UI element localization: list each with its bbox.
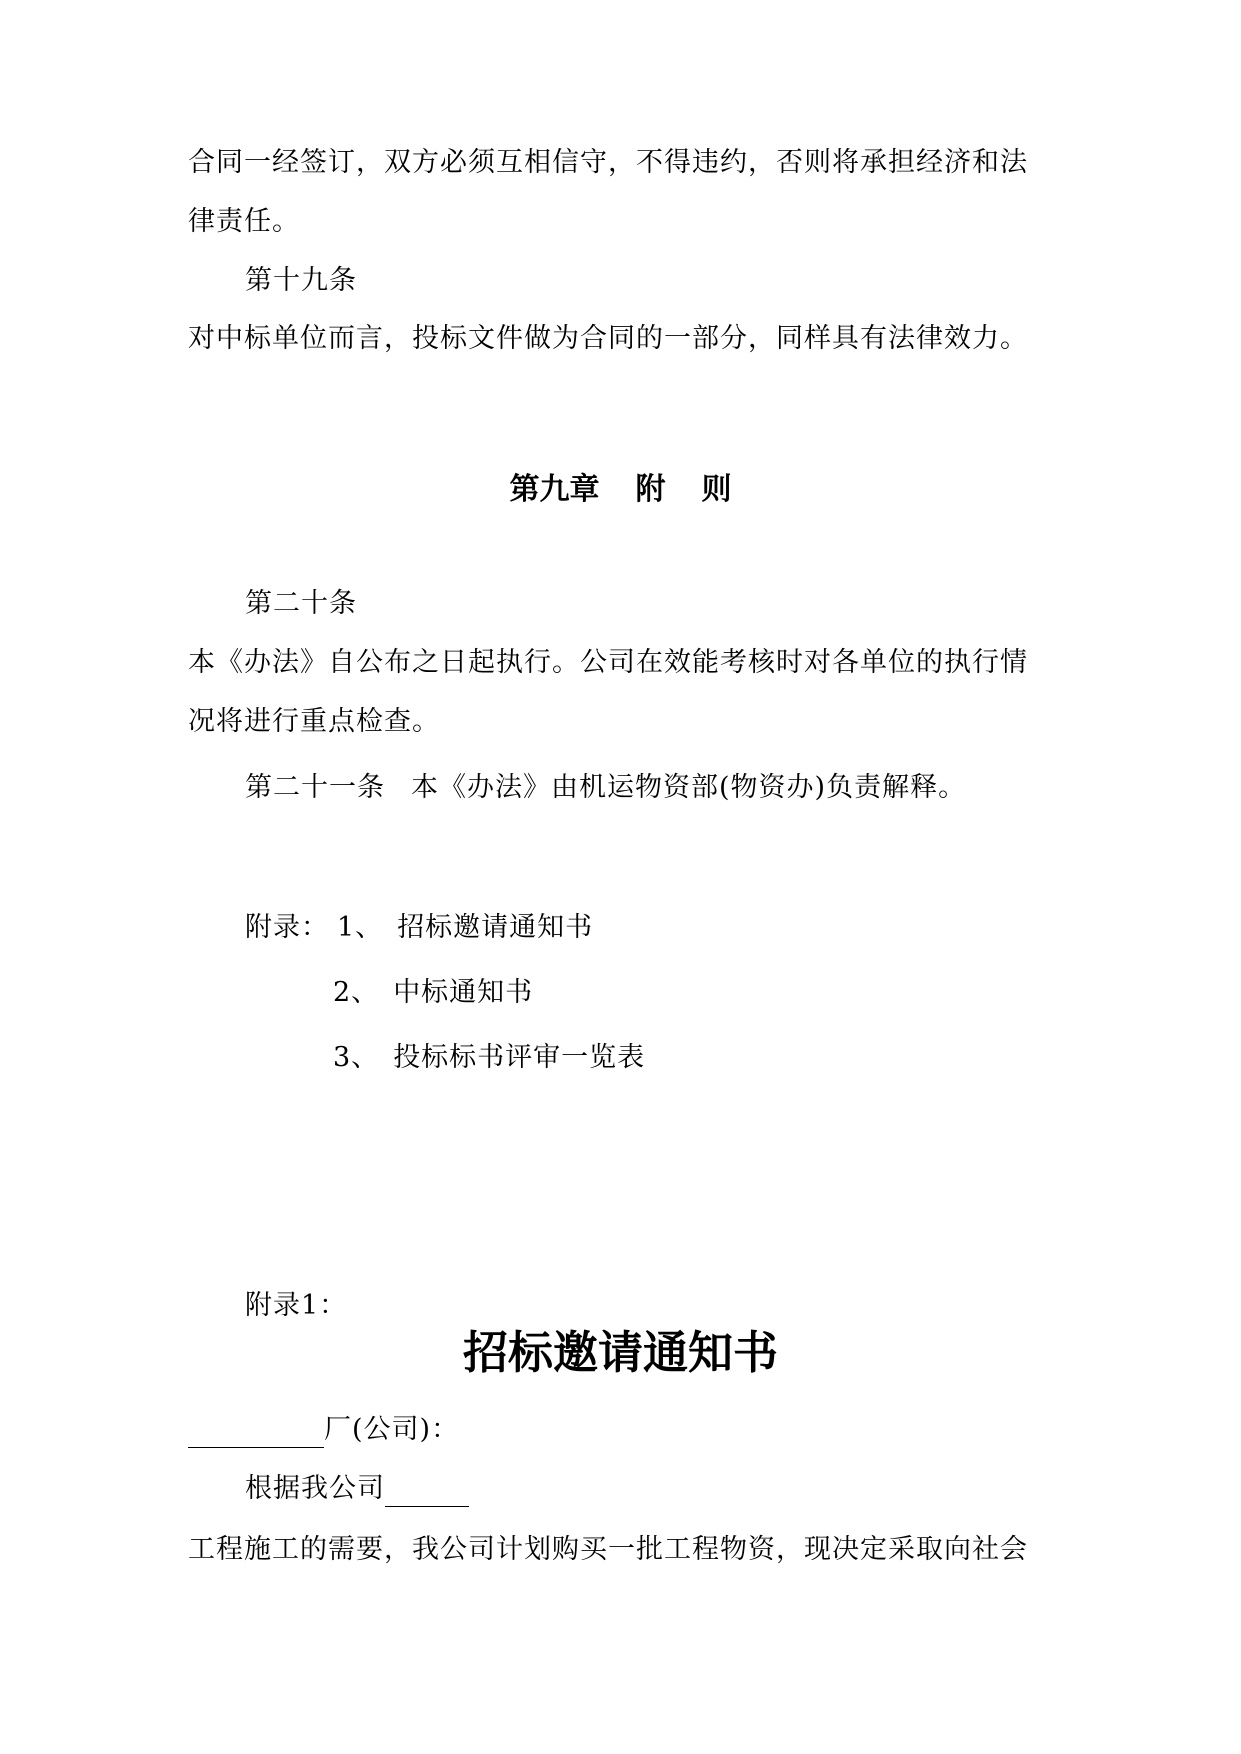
- appendix-list-num: 2、: [333, 977, 380, 1008]
- article-21: [245, 771, 966, 805]
- appendix-list-text: 招标邀请通知书: [397, 912, 594, 943]
- body-line: 工程施工的需要，我公司计划购买一批工程物资，现决定采取向社会: [188, 1534, 1028, 1565]
- blank-underline: [188, 1413, 324, 1448]
- paragraph-line: 律责任。: [188, 206, 300, 237]
- appendix-list-num: 3、: [333, 1042, 380, 1073]
- article-20-line: 况将进行重点检查。: [188, 706, 440, 737]
- article-21-label: 第二十一条: [245, 772, 385, 803]
- appendix-list-item: [245, 911, 593, 945]
- article-20-label: 第二十条: [245, 588, 357, 619]
- article-21-text: 本《办法》由机运物资部(物资办)负责解释。: [411, 772, 967, 803]
- body-line: [245, 1472, 469, 1507]
- chapter-title-part: 则: [701, 472, 732, 507]
- appendix-1-title: 招标邀请通知书: [462, 1326, 778, 1379]
- paragraph-line: 合同一经签订，双方必须互相信守，不得违约，否则将承担经济和法: [188, 147, 1028, 178]
- appendix-list-num: 1、: [337, 912, 384, 943]
- appendix-list-text: 投标标书评审一览表: [393, 1042, 646, 1073]
- chapter-title-part: 附: [635, 472, 666, 507]
- appendix-list-text: 中标通知书: [393, 977, 534, 1008]
- appendix-list-label: 附录：: [245, 912, 329, 943]
- article-19-text: 对中标单位而言，投标文件做为合同的一部分，同样具有法律效力。: [188, 323, 1028, 354]
- article-19-label: 第十九条: [245, 265, 357, 296]
- body-prefix: 根据我公司: [245, 1473, 385, 1504]
- addressee-suffix: 厂(公司)：: [324, 1414, 460, 1445]
- chapter-title-part: 第九章: [509, 472, 600, 507]
- chapter-title: [0, 470, 1241, 510]
- blank-underline: [385, 1472, 469, 1507]
- appendix-list-item: [333, 1041, 645, 1075]
- appendix-1-label: 附录1：: [245, 1290, 348, 1321]
- article-20-line: 本《办法》自公布之日起执行。公司在效能考核时对各单位的执行情: [188, 647, 1028, 678]
- addressee-line: [188, 1413, 459, 1448]
- appendix-list-item: [333, 976, 533, 1010]
